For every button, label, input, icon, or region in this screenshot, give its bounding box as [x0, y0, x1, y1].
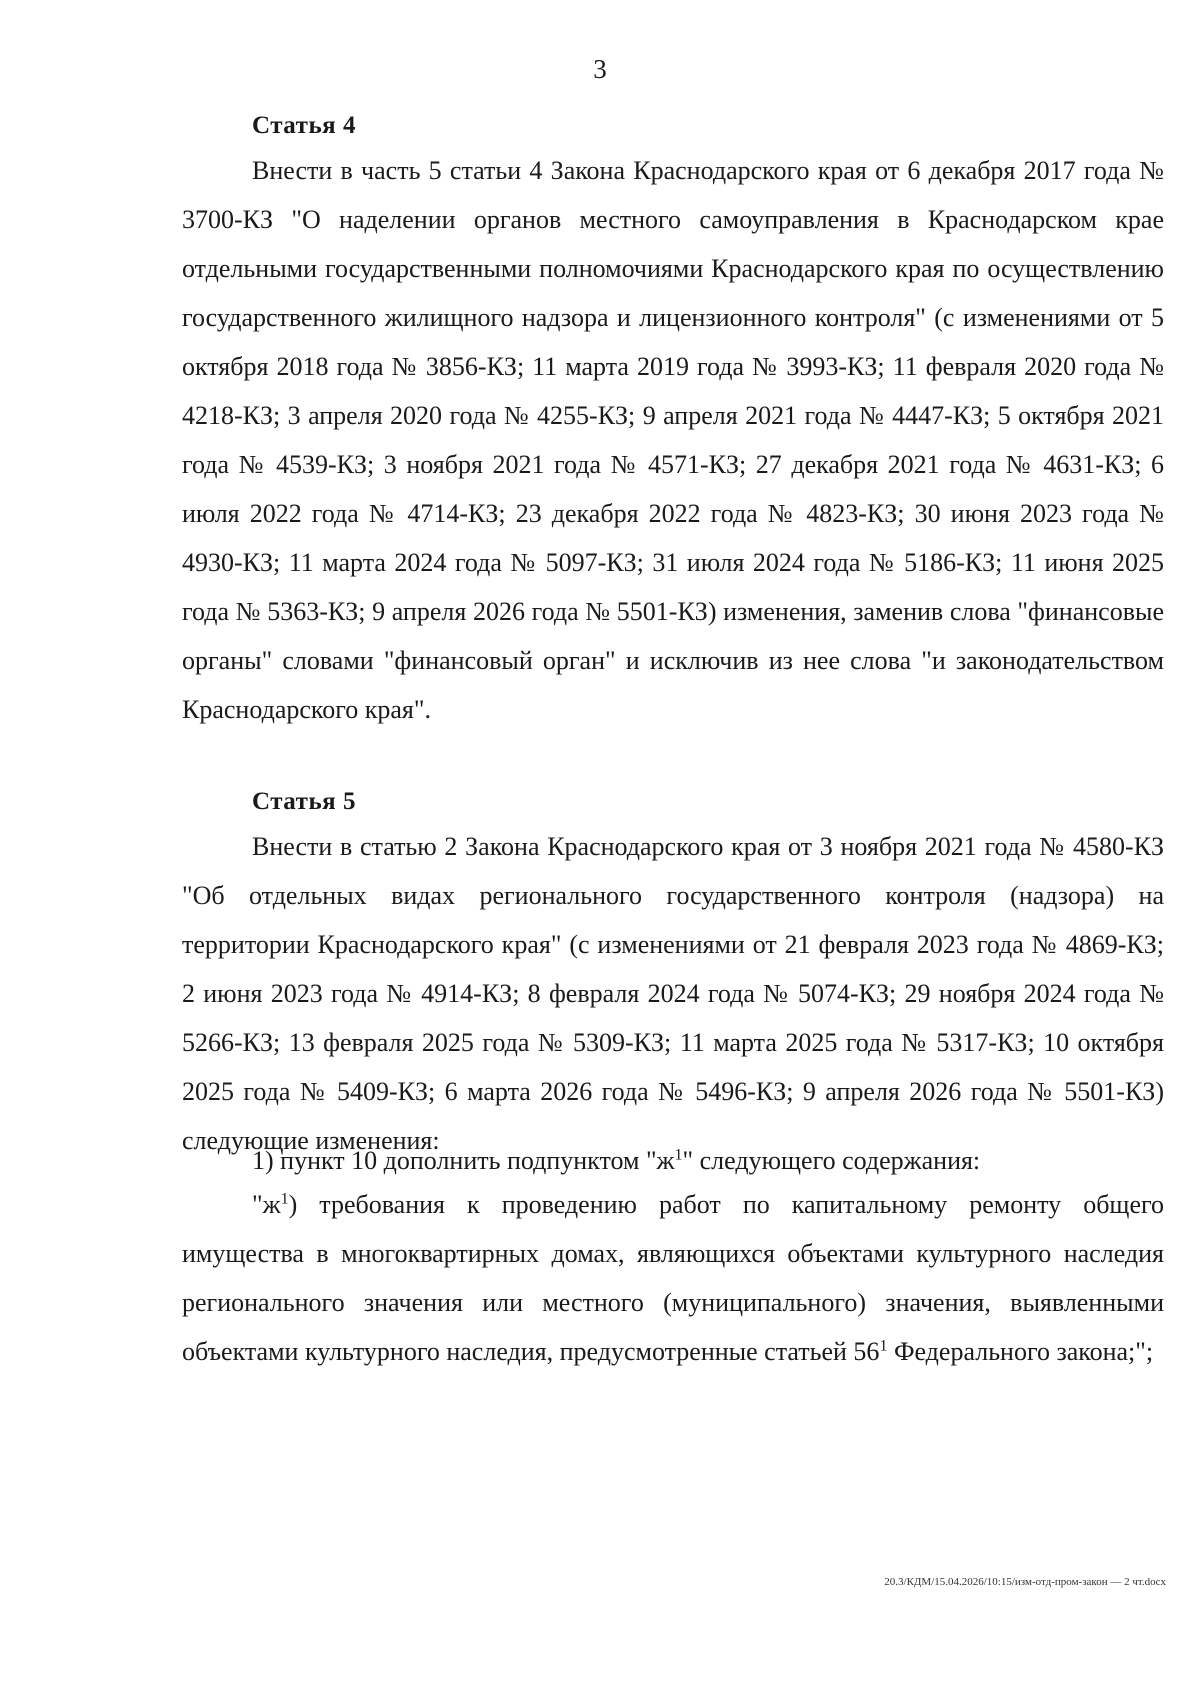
article-5-intro: Внести в статью 2 Закона Краснодарского края от 3 ноября 2021 года № 4580-КЗ "Об отдельных видах регионального государственного контроля (надзора) на территории Краснодарского края" (с изменениями от 21 февраля 2023 года № 4869-КЗ; 2 июня 2023 года № 4914-КЗ; 8 февраля 2024 года № 5074-КЗ; 29 ноября 2024 года № 5266-КЗ; 13 февраля 2025 года № 5309-КЗ; 11 марта 2025 года № 5317-КЗ; 10 октября 2025 года № 5409-КЗ; 6 марта 2026 года № 5496-КЗ; 9 апреля 2026 года № 5501-КЗ) следующие изменения:: [182, 832, 1164, 1155]
article-5-quote: [182, 1180, 1164, 1376]
item-1-text-after: " следующего содержания:: [682, 1146, 981, 1175]
article-4-text: Внести в часть 5 статьи 4 Закона Краснодарского края от 6 декабря 2017 года № 3700-КЗ "О наделении органов местного самоуправления в Краснодарском крае отдельными государственными полномочиями Краснодарского края по осуществлению государственного жилищного надзора и лицензионного контроля" (с изменениями от 5 октября 2018 года № 3856-КЗ; 11 марта 2019 года № 3993-КЗ; 11 февраля 2020 года № 4218-КЗ; 3 апреля 2020 года № 4255-КЗ; 9 апреля 2021 года № 4447-КЗ; 5 октября 2021 года № 4539-КЗ; 3 ноября 2021 года № 4571-КЗ; 27 декабря 2021 года № 4631-КЗ; 6 июля 2022 года № 4714-КЗ; 23 декабря 2022 года № 4823-КЗ; 30 июня 2023 года № 4930-КЗ; 11 марта 2024 года № 5097-КЗ; 31 июля 2024 года № 5186-КЗ; 11 июня 2025 года № 5363-КЗ; 9 апреля 2026 года № 5501-КЗ) изменения, заменив слова "финансовые органы" словами "финансовый орган" и исключив из нее слова "и законодательством Краснодарского края".: [182, 156, 1164, 724]
quote-superscript-2: 1: [879, 1337, 888, 1355]
page-number: 3: [593, 54, 607, 84]
article-5-heading: Статья 5: [252, 788, 356, 815]
quote-superscript: 1: [280, 1190, 289, 1208]
quote-text-before: "ж: [252, 1190, 281, 1219]
item-1-superscript: 1: [674, 1146, 683, 1164]
item-1-text-before: 1) пункт 10 дополнить подпунктом "ж: [252, 1146, 675, 1175]
quote-text-after: Федерального закона;";: [887, 1337, 1154, 1366]
quote-text-middle: ) требования к проведению работ по капитальному ремонту общего имущества в многоквартирных домах, являющихся объектами культурного наследия регионального значения или местного (муниципального) значения, выявленными объектами культурного наследия, предусмотренные статьей 56: [182, 1190, 1164, 1366]
article-5-item-1: [182, 1136, 1164, 1185]
article-4-heading: Статья 4: [252, 112, 356, 139]
document-footer: 20.3/КДМ/15.04.2026/10:15/изм-отд-пром-закон — 2 чт.docx: [884, 1576, 1166, 1588]
